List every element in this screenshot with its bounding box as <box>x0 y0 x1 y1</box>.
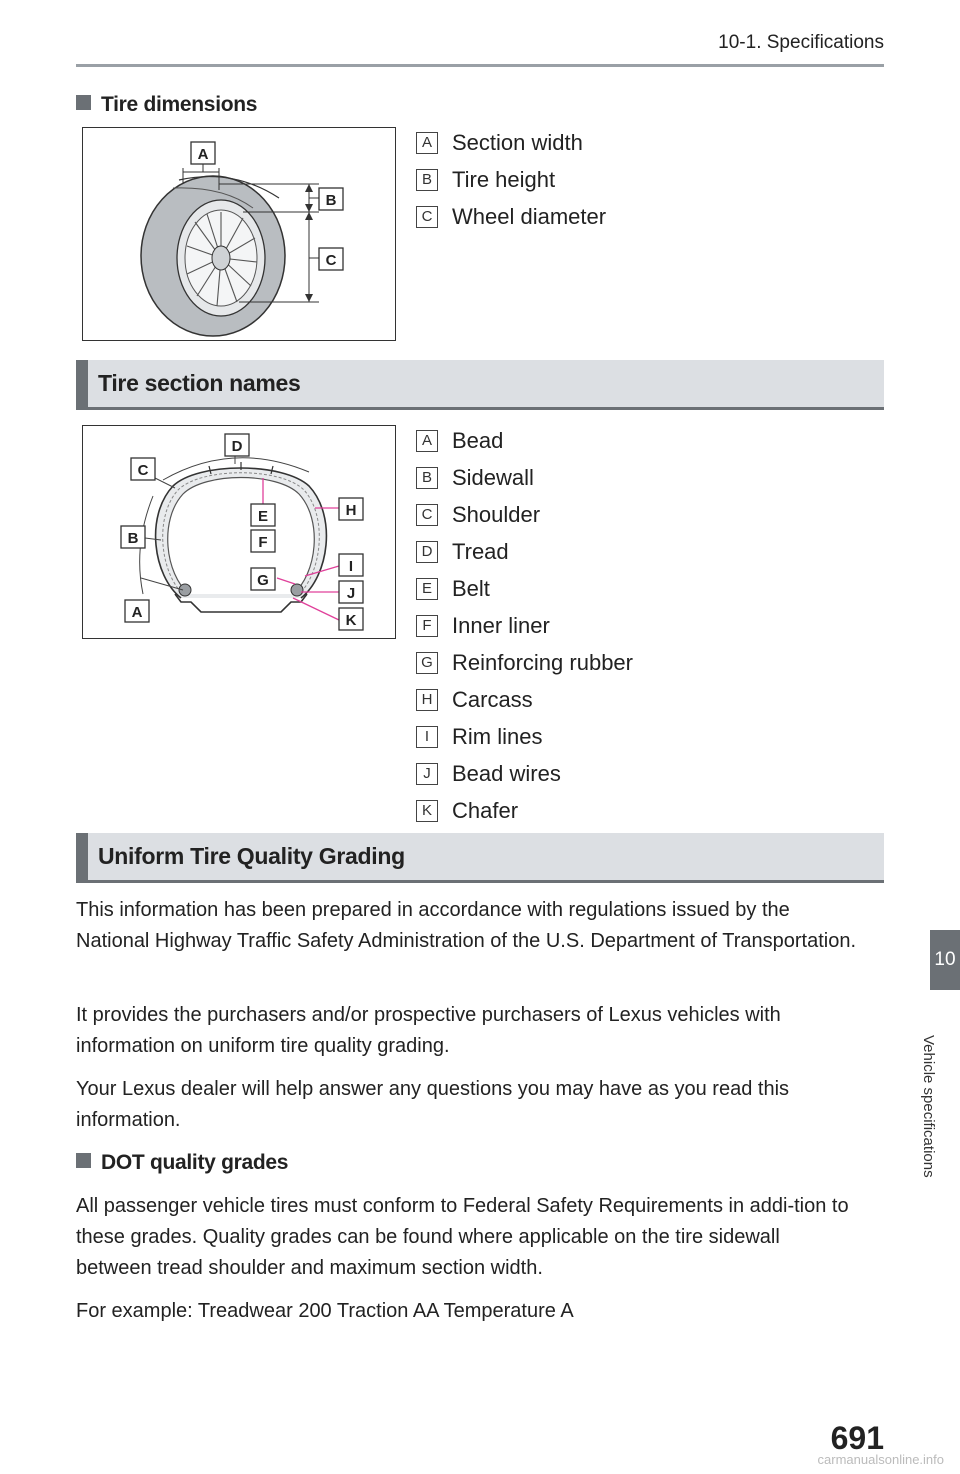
figure-label-e: E <box>257 508 269 525</box>
tire-section-figure <box>82 425 396 639</box>
legend-key: K <box>416 800 438 822</box>
utqg-band <box>76 833 884 883</box>
tire-section-band <box>76 360 884 410</box>
legend-key: I <box>416 726 438 748</box>
legend-key: C <box>416 504 438 526</box>
legend-label: Bead wires <box>452 760 561 786</box>
page-number: 691 <box>830 1420 884 1456</box>
square-bullet-icon <box>76 1153 91 1168</box>
figure-label-h: H <box>345 502 357 519</box>
legend-key: F <box>416 615 438 637</box>
watermark: carmanualsonline.info <box>817 1452 944 1467</box>
tire-section-title: Tire section names <box>98 370 301 396</box>
legend-key: G <box>416 652 438 674</box>
legend-item <box>416 607 633 644</box>
legend-label: Tread <box>452 538 509 564</box>
utqg-paragraph-3: Your Lexus dealer will help answer any questions you may have as you read this information. <box>76 1078 790 1131</box>
utqg-paragraph-4: All passenger vehicle tires must conform to Federal Safety Requirements in addi-tion to these grades. Quality grades can be found where applicable on the tire sidewall between tread shoulder and maximum section width. <box>76 1195 849 1279</box>
legend-item <box>416 570 633 607</box>
figure-label-g: G <box>257 572 269 589</box>
legend-key: A <box>416 132 438 154</box>
tire-dimensions-heading: Tire dimensions <box>76 93 257 117</box>
legend-item <box>416 718 633 755</box>
legend-key: A <box>416 430 438 452</box>
legend-label: Sidewall <box>452 464 534 490</box>
legend-key: B <box>416 169 438 191</box>
figure-label-k: K <box>345 612 357 629</box>
header-section-title: 10-1. Specifications <box>718 32 884 53</box>
legend-item <box>416 459 633 496</box>
legend-key: J <box>416 763 438 785</box>
figure-label-j: J <box>346 585 356 602</box>
legend-label: Inner liner <box>452 612 550 638</box>
utqg-paragraph-5: For example: Treadwear 200 Traction AA Temperature A <box>76 1300 574 1322</box>
figure-label-f: F <box>258 534 268 551</box>
figure-label-c: C <box>137 462 149 479</box>
legend-label: Wheel diameter <box>452 203 607 229</box>
figure-label-b: B <box>325 192 337 209</box>
legend-item <box>416 533 633 570</box>
legend-item <box>416 198 606 235</box>
legend-label: Reinforcing rubber <box>452 649 633 675</box>
legend-label: Belt <box>452 575 490 601</box>
legend-item <box>416 422 633 459</box>
legend-label: Shoulder <box>452 501 541 527</box>
chapter-tab: 10 <box>930 930 960 990</box>
dot-quality-grades-heading: DOT quality grades <box>76 1151 288 1175</box>
legend-key: D <box>416 541 438 563</box>
tire-dimensions-figure <box>82 127 396 341</box>
square-bullet-icon <box>76 95 91 110</box>
legend-item <box>416 681 633 718</box>
utqg-paragraph-1: This information has been prepared in accordance with regulations issued by the National Highway Traffic Safety Administration of the U.S. Department of Transportation. <box>76 899 857 952</box>
tire-section-illustration <box>83 426 395 638</box>
figure-label-c: C <box>325 252 337 269</box>
legend-item <box>416 755 633 792</box>
figure-label-b: B <box>127 530 139 547</box>
figure-label-d: D <box>231 438 243 455</box>
legend-label: Tire height <box>452 166 556 192</box>
legend-item <box>416 792 633 829</box>
chapter-label: Vehicle specifications <box>920 1035 937 1178</box>
tire-section-legend <box>416 422 633 829</box>
legend-label: Rim lines <box>452 723 543 749</box>
legend-item <box>416 496 633 533</box>
legend-item <box>416 124 606 161</box>
legend-key: H <box>416 689 438 711</box>
legend-label: Section width <box>452 129 583 155</box>
tire-dimensions-legend <box>416 124 606 235</box>
utqg-title: Uniform Tire Quality Grading <box>98 843 405 869</box>
legend-label: Bead <box>452 427 504 453</box>
legend-label: Chafer <box>452 797 519 823</box>
header-rule <box>76 64 884 67</box>
legend-key: C <box>416 206 438 228</box>
legend-key: E <box>416 578 438 600</box>
tire-dimensions-illustration <box>83 128 395 340</box>
figure-label-a: A <box>131 604 143 621</box>
utqg-paragraph-2: It provides the purchasers and/or prospective purchasers of Lexus vehicles with information on uniform tire quality grading. <box>76 1004 781 1057</box>
figure-label-i: I <box>348 558 354 575</box>
legend-label: Carcass <box>452 686 533 712</box>
figure-label-a: A <box>197 146 209 163</box>
legend-key: B <box>416 467 438 489</box>
legend-item <box>416 644 633 681</box>
legend-item <box>416 161 606 198</box>
